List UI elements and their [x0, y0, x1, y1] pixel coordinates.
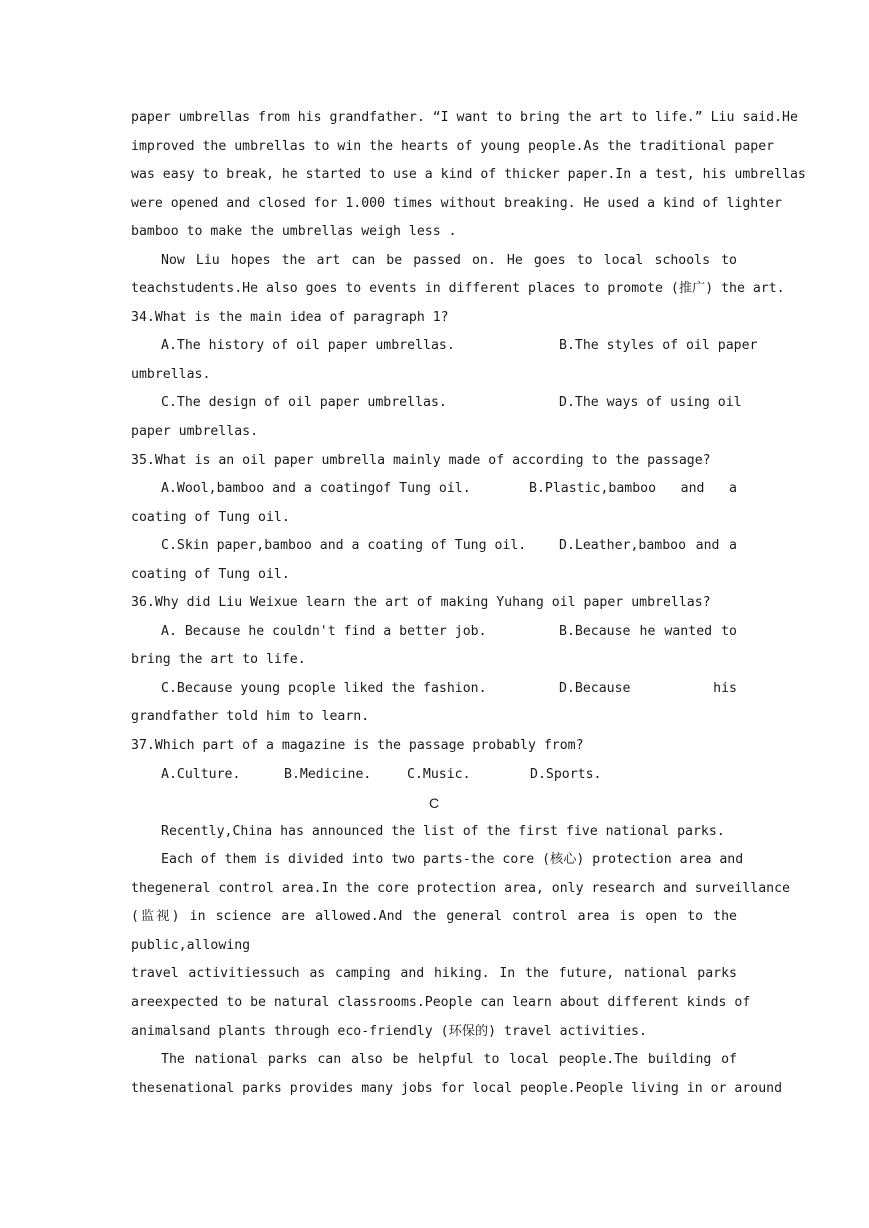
question-text: 37.Which part of a magazine is the passage probably from?	[131, 738, 584, 754]
option-d: D.Because his	[559, 680, 737, 696]
question-text: 34.What is the main idea of paragraph 1?	[131, 309, 449, 325]
text-line: The national parks can also be helpful to local people.The building of	[161, 1052, 737, 1068]
option-d: D.The ways of using oil	[559, 395, 742, 411]
question-text: 36.Why did Liu Weixue learn the art of making Yuhang oil paper umbrellas?	[131, 595, 711, 611]
option-a: A.The history of oil paper umbrellas.	[161, 338, 455, 354]
text-line: paper umbrellas from his grandfather. “I want to bring the art to life.” Liu said.He	[131, 110, 798, 125]
question-34	[131, 304, 758, 447]
document-page	[131, 104, 806, 1103]
text-line: travel activitiessuch as camping and hiking. In the future, national parks	[131, 966, 737, 982]
text-line: areexpected to be natural classrooms.People can learn about different kinds of	[131, 994, 751, 1010]
option-b: B.Medicine.	[284, 766, 372, 782]
option-b: B.The styles of oil paper	[559, 338, 758, 354]
text-line: public,allowing	[131, 937, 251, 953]
text-line: improved the umbrellas to win the hearts of young people.As the traditional paper	[131, 138, 775, 154]
text-line: were opened and closed for 1.000 times without breaking. He used a kind of lighter	[131, 195, 783, 211]
text-line: bamboo to make the umbrellas weigh less .	[131, 224, 457, 240]
option-a: A. Because he couldn't find a better job.	[161, 623, 487, 639]
option-b: B.Because he wanted to	[559, 623, 737, 639]
text-line: Recently,China has announced the list of the first five national parks.	[161, 823, 725, 839]
text-line: animalsand plants through eco-friendly (环保的) travel activities.	[131, 1023, 647, 1039]
text-line: Now Liu hopes the art can be passed on. He goes to local schools to	[161, 252, 737, 268]
option-row	[131, 532, 737, 561]
option-row	[131, 389, 742, 418]
option-d-continued: grandfather told him to learn.	[131, 709, 370, 725]
section-heading: C	[428, 795, 440, 812]
option-row	[131, 675, 737, 704]
option-a: A.Culture.	[161, 766, 241, 782]
option-row	[131, 761, 737, 790]
text-line: Each of them is divided into two parts-the core (核心) protection area and	[161, 852, 744, 868]
option-b-continued: bring the art to life.	[131, 652, 306, 668]
option-row	[131, 475, 737, 504]
question-text: 35.What is an oil paper umbrella mainly made of according to the passage?	[131, 452, 711, 468]
option-c: C.Music.	[407, 766, 471, 782]
text-line: teachstudents.He also goes to events in different places to promote (推广) the art.	[131, 281, 785, 297]
option-a: A.Wool,bamboo and a coatingof Tung oil.	[161, 481, 471, 497]
text-line: was easy to break, he started to use a kind of thicker paper.In a test, his umbrellas	[131, 167, 806, 183]
question-35	[131, 447, 737, 590]
option-row	[131, 618, 737, 647]
text-line: thegeneral control area.In the core protection area, only research and surveillance	[131, 880, 790, 896]
option-c: C.The design of oil paper umbrellas.	[161, 395, 447, 411]
option-b: B.Plastic,bamboo and a	[529, 481, 737, 497]
option-d-continued: coating of Tung oil.	[131, 566, 290, 582]
text-line: (监视) in science are allowed.And the general control area is open to the	[131, 909, 737, 925]
question-36	[131, 589, 737, 732]
option-d-continued: paper umbrellas.	[131, 424, 259, 440]
text-line: thesenational parks provides many jobs for local people.People living in or around	[131, 1080, 783, 1096]
option-d: D.Sports.	[530, 766, 602, 782]
option-d: D.Leather,bamboo and a	[559, 538, 737, 554]
option-b-continued: coating of Tung oil.	[131, 509, 290, 525]
passage-b-ending	[131, 104, 806, 304]
passage-c	[131, 789, 790, 1103]
option-c: C.Skin paper,bamboo and a coating of Tung oil.	[161, 538, 527, 554]
option-c: C.Because young pcople liked the fashion.	[161, 680, 487, 696]
option-row	[131, 332, 758, 361]
option-b-continued: umbrellas.	[131, 366, 211, 382]
question-37	[131, 732, 737, 789]
